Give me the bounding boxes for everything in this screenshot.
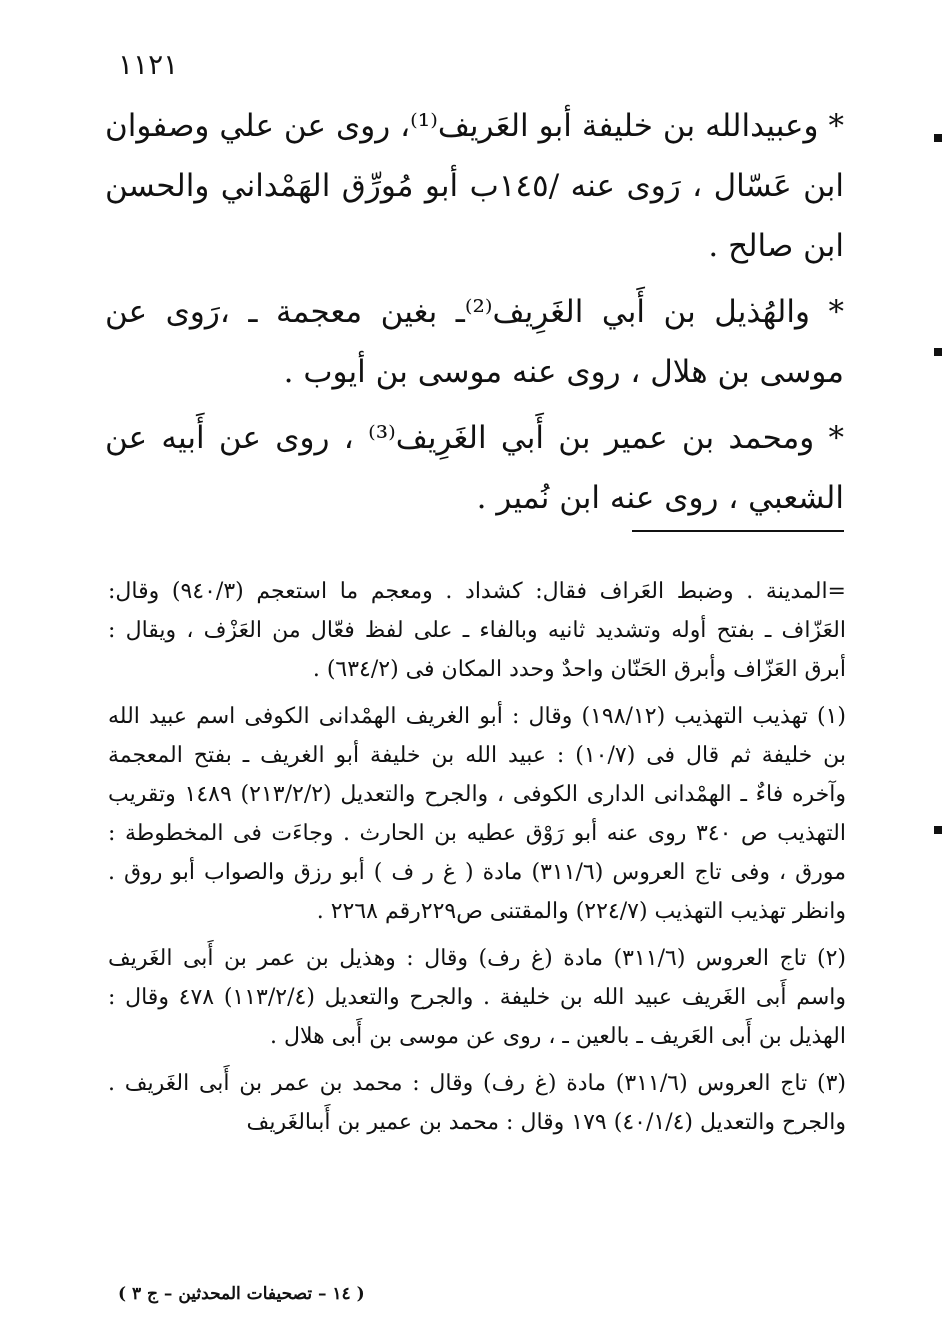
footnotes [108, 572, 846, 1150]
footnote-separator [632, 530, 844, 532]
footnote-3: (٣) تاج العروس (٣١١/٦) مادة (غ رف) وقال : محمد بن عمر بن أَبى الغَريف . والجرح والتعديل (٤٠/١/٤) ١٧٩ وقال : محمد بن عمير بن أَبىالغَريف [108, 1071, 846, 1135]
page-number: ١١٢١ [118, 48, 179, 81]
entry-muhammad: * ومحمد بن عمير بن أَبي الغَرِيف⁽³⁾ ، روى عن أَبيه عن الشعبي ، روى عنه ابن نُمير . [105, 420, 845, 516]
margin-mark [934, 348, 942, 356]
footnote-continued: =المدينة . وضبط العَراف فقال: كشداد . ومعجم ما استعجم (٩٤٠/٣) وقال: العَزّاف ـ بفتح أوله وتشديد ثانيه وبالفاء ـ على لفظ فعّال من العَزْف ، ويقال : أبرق العَزّاف وأبرق الحَنّان واحدٌ وحدد المكان فى (٦٣٤/٢) . [108, 579, 846, 682]
footnote-2: (٢) تاج العروس (٣١١/٦) مادة (غ رف) وقال : وهذيل بن عمر بن أَبى الغَريف واسم أَبى الغَريف عبيد الله بن خليفة . والجرح والتعديل (١١٣/٢/٤) ٤٧٨ وقال : الهذيل بن أَبى العَريف ـ بالعين ـ ، روى عن موسى بن أَبى هلال . [108, 946, 847, 1049]
entry-ubaydallah: * وعبيدالله بن خليفة أبو العَريف⁽¹⁾، روى عن علي وصفوان ابن عَسّال ، رَوى عنه /١٤٥ب أبو مُورِّق الهَمْداني والحسن ابن صالح . [105, 108, 844, 264]
signature-line: ( ١٤ – تصحيفات المحدثين – ج ٣ ) [118, 1284, 365, 1304]
margin-mark [934, 134, 942, 142]
footnote-1: (١) تهذيب التهذيب (١٩٨/١٢) وقال : أبو الغريف الهمْدانى الكوفى اسم عبيد الله بن خليفة ثم قال فى (١٠/٧) : عبيد الله بن خليفة أبو الغريف ـ بفتح المعجمة وآخره فاءٌ ـ الهمْدانى الدارى الكوفى ، والجرح والتعديل (٢١٣/٢/٢) ١٤٨٩ وتقريب التهذيب ص ٣٤٠ روى عنه أبو رَوْق عطيه بن الحارث . وجاءَت فى المخطوطة : مورق ، وفى تاج العروس (٣١١/٦) مادة ( غ ر ف ) أبو رزق والصواب أبو روق . وانظر تهذيب التهذيب (٢٢٤/٧) والمقتنى ص٢٢٩رقم ٢٢٦٨ . [108, 704, 847, 924]
margin-mark [934, 826, 942, 834]
main-text [105, 96, 844, 534]
entry-hudhayl: * والهُذيل بن أَبي الغَرِيف⁽²⁾ـ بغين معجمة ـ ،رَوى عن موسى بن هلال ، روى عنه موسى بن أيوب . [105, 294, 844, 390]
